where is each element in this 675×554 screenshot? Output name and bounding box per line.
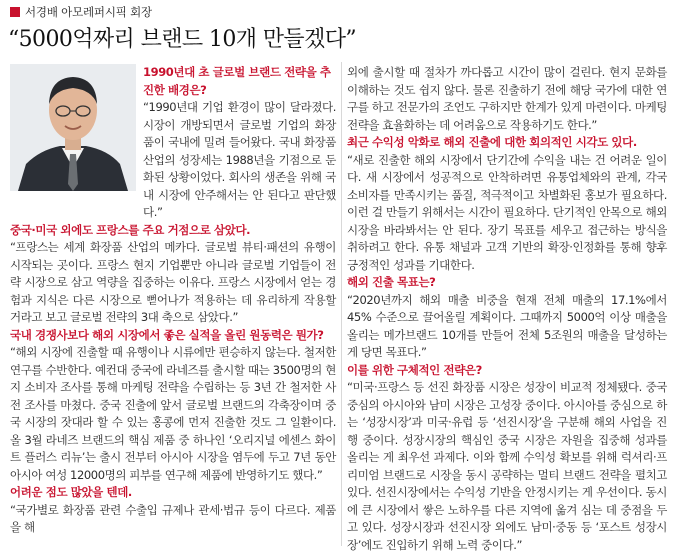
headline: “5000억짜리 브랜드 10개 만들겠다”: [8, 27, 357, 52]
answer-2: “프랑스는 세계 화장품 산업의 메카다. 글로벌 뷰티·패션의 유행이 시작되는 곳이다. 프랑스 현지 기업뿐만 아니라 글로벌 기업들이 전략 시장으로 삼고 역량을 집중하는 이유다. 프랑스 시장에서 얻는 경험과 지식은 다른 시장으로 뻗어나가 적용하는 데 유리하게 작용할 거라고 보고 글로벌 전략의 3대 축으로 삼았다.”: [10, 240, 336, 324]
answer-3: “해외 시장에 진출할 때 유행이나 시류에만 편승하지 않는다. 철저한 연구를 수반한다. 예컨대 중국에 라네즈를 출시할 때는 3500명의 현지 소비자 조사를 통해 마케팅 전략을 수립하는 등 3년 간 철저한 사전 조사를 마쳤다. 중국 진출에 앞서 글로벌 브랜드의 각축장이며 중국 시장의 잣대라 할 수 있는 홍콩에 먼저 진출한 것도 그 일환이다. 올 3월 라네즈 브랜드의 핵심 제품 중 하나인 ‘오리지널 에센스 화이트 플러스 리뉴’는 출시 전부터 아시아 시장을 염두에 두고 7년 동안 아시아 여성 12000명의 피부를 연구해 제품에 반영하기도 했다.”: [10, 345, 336, 482]
column-right: [347, 64, 667, 554]
answer-4-end: 외에 출시할 때 절차가 까다롭고 시간이 많이 걸린다. 현지 문화를 이해하는 것도 쉽지 않다. 물론 진출하기 전에 해당 국가에 대한 연구를 하고 전문가의 조언도 구하지만 한계가 있게 마련이다. 마케팅 전략을 효율화하는 데 어려움으로 작용하기도 한다.”: [347, 65, 667, 132]
question-1: 1990년대 초 글로벌 브랜드 전략을 추진한 배경은?: [143, 65, 331, 97]
byline-bar: [10, 4, 152, 20]
question-5: 최근 수익성 악화로 해외 진출에 대한 회의적인 시각도 있다.: [347, 135, 637, 149]
answer-5: “새로 진출한 해외 시장에서 단기간에 수익을 내는 건 어려운 일이다. 새 시장에서 성공적으로 안착하려면 유통업체와의 관계, 각국 소비자를 만족시키는 품질, 적극적이고 차별화된 홍보가 필요하다. 이런 걸 만들기 위해서는 시간이 필요하다. 단기적인 안목으로 해외 시장을 바라봐서는 안 된다. 장기 목표를 세우고 접근하는 방식을 취하려고 한다. 유통 채널과 고객 기반의 확장·인정화를 통해 향후 긍정적인 성과를 기대한다.: [347, 152, 667, 272]
question-3: 국내 경쟁사보다 해외 시장에서 좋은 실적을 올린 원동력은 뭔가?: [10, 327, 324, 342]
answer-4-start: “국가별로 화장품 관련 수출입 규제나 관세·법규 등이 다르다. 제품을 해: [10, 502, 336, 534]
answer-6: “2020년까지 해외 매출 비중을 현재 전체 매출의 17.1%에서 45% 수준으로 끌어올릴 계획이다. 그때까지 5000억 이상 매출을 올리는 메가브랜드 10개를 만들어 전체 5조원의 매출을 달성하는 게 당면 목표다.”: [347, 292, 667, 359]
answer-7: “미국·프랑스 등 선진 화장품 시장은 성장이 비교적 정체됐다. 중국 중심의 아시아와 남미 시장은 고성장 중이다. 아시아를 중심으로 하는 ‘성장시장’과 미국·유럽 등 ‘선진시장’을 구분해 해외 사업을 진행 중이다. 성장시장의 핵심인 중국 시장은 자원을 집중해 성과를 올리는 게 최우선 과제다. 이와 함께 수익성 확보를 위해 럭셔리·프리미엄 브랜드로 시장을 동시 공략하는 멀티 브랜드 전략을 펼치고 있다. 선진시장에서는 수익성 기반을 안정시키는 게 우선이다. 동시에 큰 시장에서 쌓은 노하우를 다른 지역에 옮겨 심는 데 중점을 두고 있다. 성장시장과 선진시장 외에도 남미·중동 등 ‘포스트 성장시장’에도 진입하기 위해 노력 중이다.”: [347, 380, 667, 552]
question-7: 이를 위한 구체적인 전략은?: [347, 362, 482, 377]
question-6: 해외 진출 목표는?: [347, 275, 436, 289]
red-square-marker: [10, 7, 20, 17]
answer-1: “1990년대 기업 환경이 많이 달라졌다. 시장이 개방되면서 글로벌 기업의 화장품이 국내에 밀려 들어왔다. 국내 화장품 산업의 성장세는 1988년을 기점으로 둔화된 상황이었다. 회사의 생존을 위해 국내 시장에 안주해서는 안 된다고 판단했다.”: [143, 100, 336, 219]
question-4: 어려운 점도 많았을 텐데.: [10, 485, 132, 499]
byline: 서경배 아모레퍼시픽 회장: [25, 5, 152, 19]
column-divider: [341, 62, 342, 546]
question-2: 중국·미국 외에도 프랑스를 주요 거점으로 삼았다.: [10, 222, 251, 237]
column-left: [10, 64, 336, 537]
